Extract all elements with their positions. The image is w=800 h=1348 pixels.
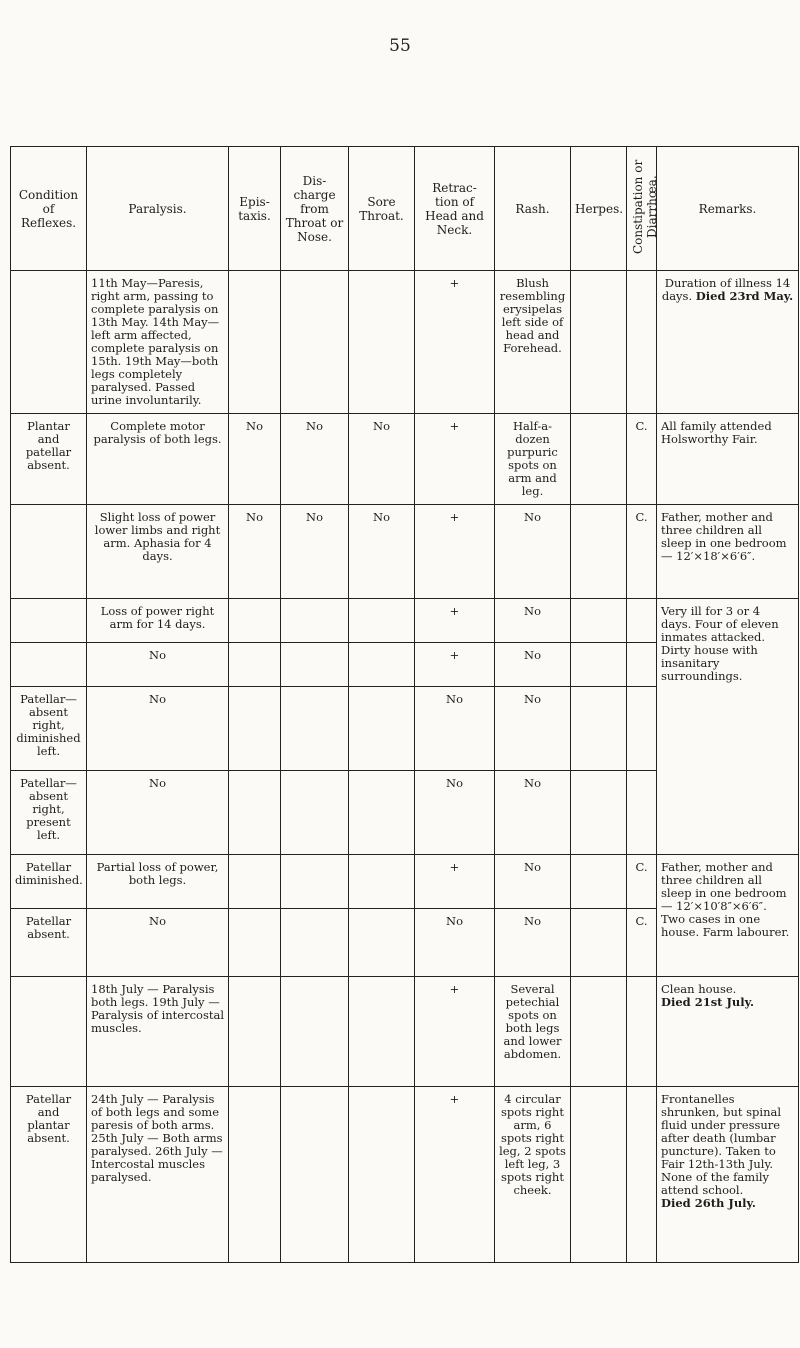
cell-discharge [281, 909, 349, 977]
cell-epistaxis [229, 687, 281, 771]
cell-remarks: Father, mother and three children all sleep in one bedroom— 12′×18′×6′6″. [657, 505, 799, 599]
cell-remarks: Very ill for 3 or 4 days. Four of eleven inmates attacked. Dirty house with insanitary surroundings. [657, 599, 799, 855]
cell-epistaxis: No [229, 505, 281, 599]
cell-epistaxis [229, 643, 281, 687]
cell-sore-throat [349, 855, 415, 909]
cell-sore-throat: No [349, 414, 415, 505]
cell-retraction: No [415, 687, 495, 771]
cell-epistaxis [229, 1087, 281, 1263]
cell-discharge: No [281, 505, 349, 599]
cell-paralysis: No [87, 687, 229, 771]
cell-rash: Several petechial spots on both legs and lower abdomen. [495, 977, 571, 1087]
table-row [11, 414, 799, 505]
cell-sore-throat [349, 771, 415, 855]
cell-paralysis: 18th July — Paralysis both legs. 19th July — Paralysis of intercostal muscles. [87, 977, 229, 1087]
cell-discharge: No [281, 414, 349, 505]
cell-retraction: + [415, 505, 495, 599]
cell-epistaxis [229, 855, 281, 909]
header-constipation-label: Constipation or Diarrhœa. [631, 159, 659, 255]
cell-sore-throat [349, 909, 415, 977]
cell-retraction: + [415, 1087, 495, 1263]
cell-remarks: All family attended Holsworthy Fair. [657, 414, 799, 505]
cell-herpes [571, 414, 627, 505]
cell-discharge [281, 1087, 349, 1263]
cell-constipation: C. [627, 414, 657, 505]
cell-retraction: + [415, 414, 495, 505]
header-row [11, 147, 799, 271]
cell-constipation [627, 599, 657, 643]
cell-herpes [571, 505, 627, 599]
cell-reflexes [11, 977, 87, 1087]
cell-sore-throat [349, 643, 415, 687]
cell-retraction: + [415, 599, 495, 643]
cell-constipation [627, 771, 657, 855]
cell-discharge [281, 687, 349, 771]
cell-reflexes: Patellar and plantar absent. [11, 1087, 87, 1263]
header-herpes: Herpes. [571, 147, 627, 271]
header-retraction: Retrac- tion of Head and Neck. [415, 147, 495, 271]
cell-remarks [657, 271, 799, 414]
cell-rash: No [495, 505, 571, 599]
cell-sore-throat [349, 977, 415, 1087]
cell-epistaxis [229, 771, 281, 855]
cell-constipation [627, 643, 657, 687]
page-number: 55 [389, 36, 411, 56]
cell-reflexes [11, 643, 87, 687]
cell-herpes [571, 909, 627, 977]
cell-herpes [571, 977, 627, 1087]
cell-sore-throat [349, 271, 415, 414]
cell-discharge [281, 643, 349, 687]
cell-rash: No [495, 599, 571, 643]
cell-reflexes: Patellar absent. [11, 909, 87, 977]
cell-rash: Blush resembling erysipelas left side of head and Forehead. [495, 271, 571, 414]
cell-remarks [657, 977, 799, 1087]
cell-rash: No [495, 909, 571, 977]
remarks-text: Clean house. [661, 982, 737, 996]
cell-paralysis: Partial loss of power, both legs. [87, 855, 229, 909]
header-sore-throat: Sore Throat. [349, 147, 415, 271]
cell-retraction: No [415, 909, 495, 977]
cell-rash: Half-a-dozen purpuric spots on arm and leg. [495, 414, 571, 505]
table-row [11, 599, 799, 643]
cell-reflexes: Patellar— absent right, present left. [11, 771, 87, 855]
cell-paralysis: No [87, 909, 229, 977]
table-row [11, 855, 799, 909]
cell-epistaxis [229, 977, 281, 1087]
cell-epistaxis: No [229, 414, 281, 505]
cell-epistaxis [229, 271, 281, 414]
cell-paralysis: No [87, 771, 229, 855]
table-row [11, 977, 799, 1087]
header-rash: Rash. [495, 147, 571, 271]
cell-reflexes: Plantar and patellar absent. [11, 414, 87, 505]
remarks-text: Duration of illness 14 days. [661, 276, 791, 303]
cell-paralysis: No [87, 643, 229, 687]
cell-paralysis: Loss of power right arm for 14 days. [87, 599, 229, 643]
header-discharge: Dis- charge from Throat or Nose. [281, 147, 349, 271]
cell-epistaxis [229, 909, 281, 977]
cell-constipation [627, 271, 657, 414]
cell-paralysis: Complete motor paralysis of both legs. [87, 414, 229, 505]
cell-sore-throat [349, 687, 415, 771]
cell-epistaxis [229, 599, 281, 643]
cell-herpes [571, 855, 627, 909]
table-row [11, 505, 799, 599]
header-reflexes: Condition of Reflexes. [11, 147, 87, 271]
cell-paralysis: 24th July — Paralysis of both legs and some paresis of both arms. 25th July — Both arms paralysed. 26th July — Intercostal muscles paralysed. [87, 1087, 229, 1263]
remarks-text: Frontanelles shrunken, but spinal fluid under pressure after death (lumbar puncture). Taken to Fair 12th-13th July. None of the family attend school. [661, 1092, 782, 1197]
header-paralysis: Paralysis. [87, 147, 229, 271]
cell-herpes [571, 599, 627, 643]
cell-herpes [571, 771, 627, 855]
cell-constipation: C. [627, 505, 657, 599]
cell-sore-throat: No [349, 505, 415, 599]
cell-constipation [627, 1087, 657, 1263]
cell-discharge [281, 977, 349, 1087]
cell-sore-throat [349, 1087, 415, 1263]
cell-constipation: C. [627, 855, 657, 909]
header-remarks: Remarks. [657, 147, 799, 271]
cell-rash: No [495, 855, 571, 909]
cell-discharge [281, 271, 349, 414]
table-row [11, 1087, 799, 1263]
cell-herpes [571, 687, 627, 771]
cell-discharge [281, 855, 349, 909]
cell-discharge [281, 599, 349, 643]
cell-retraction: + [415, 643, 495, 687]
cell-remarks [657, 1087, 799, 1263]
cell-reflexes [11, 505, 87, 599]
remarks-outcome: Died 23rd May. [695, 289, 794, 303]
cell-herpes [571, 643, 627, 687]
cell-constipation [627, 687, 657, 771]
cell-paralysis: 11th May—Paresis, right arm, passing to complete paralysis on 13th May. 14th May—left arm affected, complete paralysis on 15th. 19th May—both legs completely paralysed. Passed urine involuntarily. [87, 271, 229, 414]
table-row [11, 271, 799, 414]
remarks-outcome: Died 21st July. [661, 995, 755, 1009]
cell-retraction: + [415, 271, 495, 414]
cell-constipation: C. [627, 909, 657, 977]
cell-paralysis: Slight loss of power lower limbs and right arm. Aphasia for 4 days. [87, 505, 229, 599]
cell-retraction: + [415, 855, 495, 909]
cell-reflexes [11, 271, 87, 414]
cell-discharge [281, 771, 349, 855]
cell-reflexes [11, 599, 87, 643]
header-constipation [627, 147, 657, 271]
cell-herpes [571, 1087, 627, 1263]
case-table [10, 146, 799, 1263]
cell-rash: No [495, 687, 571, 771]
cell-rash: No [495, 643, 571, 687]
cell-constipation [627, 977, 657, 1087]
cell-reflexes: Patellar diminished. [11, 855, 87, 909]
header-epistaxis: Epis- taxis. [229, 147, 281, 271]
cell-rash: 4 circular spots right arm, 6 spots right leg, 2 spots left leg, 3 spots right cheek. [495, 1087, 571, 1263]
cell-rash: No [495, 771, 571, 855]
cell-retraction: No [415, 771, 495, 855]
cell-herpes [571, 271, 627, 414]
cell-sore-throat [349, 599, 415, 643]
cell-remarks: Father, mother and three children all sleep in one bedroom— 12′×10′8″×6′6″. Two cases in one house. Farm labourer. [657, 855, 799, 977]
cell-retraction: + [415, 977, 495, 1087]
remarks-outcome: Died 26th July. [661, 1196, 756, 1210]
cell-reflexes: Patellar— absent right, diminished left. [11, 687, 87, 771]
